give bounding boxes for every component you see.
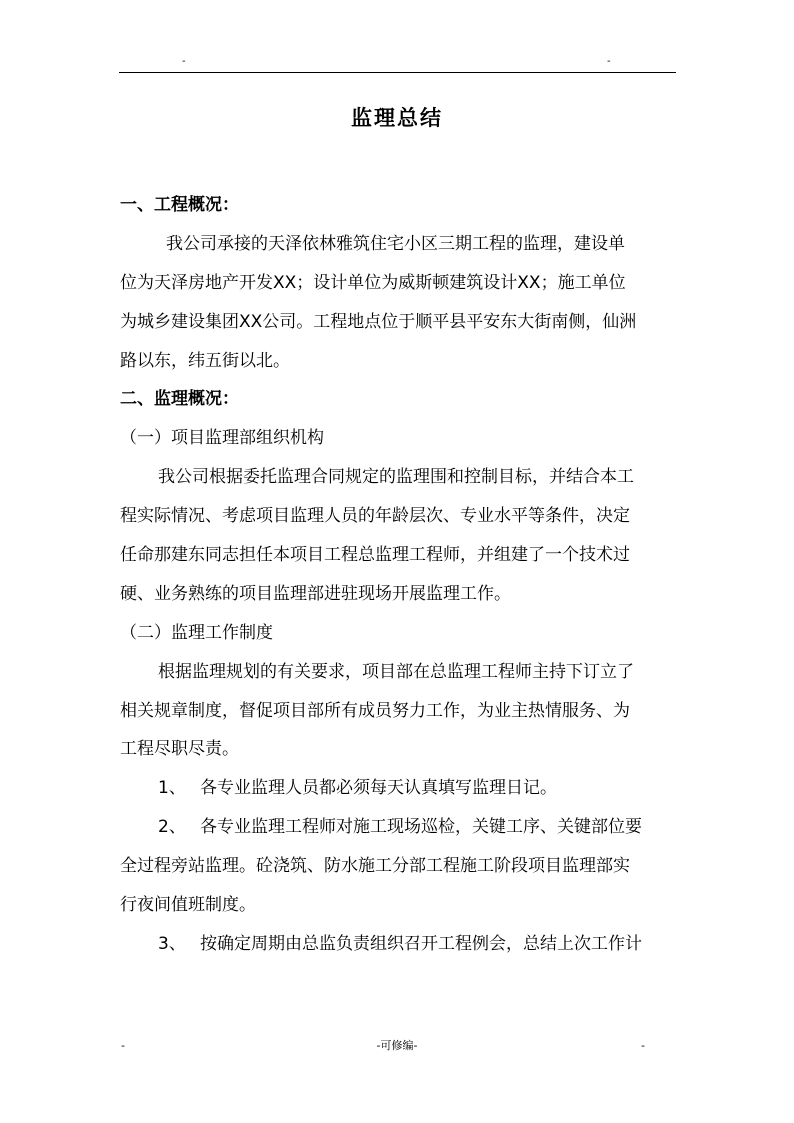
list-item-number: 3、 — [158, 933, 186, 954]
subsection-heading-organization: （一）项目监理部组织机构 — [120, 428, 324, 449]
subsection-heading-system: （二）监理工作制度 — [120, 622, 273, 643]
paragraph-line: 根据监理规划的有关要求，项目部在总监理工程师主持下订立了 — [158, 661, 634, 682]
list-item — [120, 925, 676, 964]
paragraph-line: 硬、业务熟练的项目监理部进驻现场开展监理工作。 — [120, 583, 511, 604]
list-item-text: 按确定周期由总监负责组织召开工程例会，总结上次工作计 — [200, 933, 642, 954]
list-item-number: 2、 — [158, 817, 186, 838]
header-right-mark: - — [607, 56, 611, 67]
paragraph-line: 相关规章制度，督促项目部所有成员努力工作，为业主热情服务、为 — [120, 700, 630, 721]
paragraph-line: 我公司根据委托监理合同规定的监理围和控制目标，并结合本工 — [158, 467, 634, 488]
list-item-text: 各专业监理工程师对施工现场巡检，关键工序、关键部位要 — [200, 817, 642, 838]
header-left-mark: - — [182, 56, 186, 67]
paragraph-line: 工程尽职尽责。 — [120, 739, 239, 760]
list-item-number: 1、 — [158, 778, 186, 799]
footer-right-mark: - — [641, 1039, 645, 1052]
list-item — [120, 808, 676, 847]
footer-left-mark: - — [121, 1039, 125, 1052]
paragraph-line: 为城乡建设集团XX公司。工程地点位于顺平县平安东大街南侧，仙洲 — [120, 311, 637, 332]
section-heading-overview: 一、工程概况： — [120, 195, 239, 215]
paragraph-line: 路以东，纬五街以北。 — [120, 350, 290, 371]
footer-editable-label: -可修编- — [376, 1039, 418, 1052]
paragraph-line: 全过程旁站监理。砼浇筑、防水施工分部工程施工阶段项目监理部实 — [120, 856, 630, 877]
paragraph-line: 我公司承接的天泽依林雅筑住宅小区三期工程的监理，建设单 — [166, 233, 625, 254]
list-item-text: 各专业监理人员都必须每天认真填写监理日记。 — [200, 778, 557, 799]
paragraph-line: 任命那建东同志担任本项目工程总监理工程师，并组建了一个技术过 — [120, 545, 630, 566]
section-heading-supervision: 二、监理概况： — [120, 389, 239, 410]
paragraph-line: 行夜间值班制度。 — [120, 895, 256, 916]
paragraph-line: 程实际情况、考虑项目监理人员的年龄层次、专业水平等条件，决定 — [120, 506, 630, 527]
header-rule — [119, 72, 676, 73]
paragraph-line: 位为天泽房地产开发XX；设计单位为威斯顿建筑设计XX；施工单位 — [120, 272, 626, 293]
document-body — [120, 186, 676, 964]
page-title: 监理总结 — [351, 106, 443, 130]
list-item — [120, 769, 676, 808]
